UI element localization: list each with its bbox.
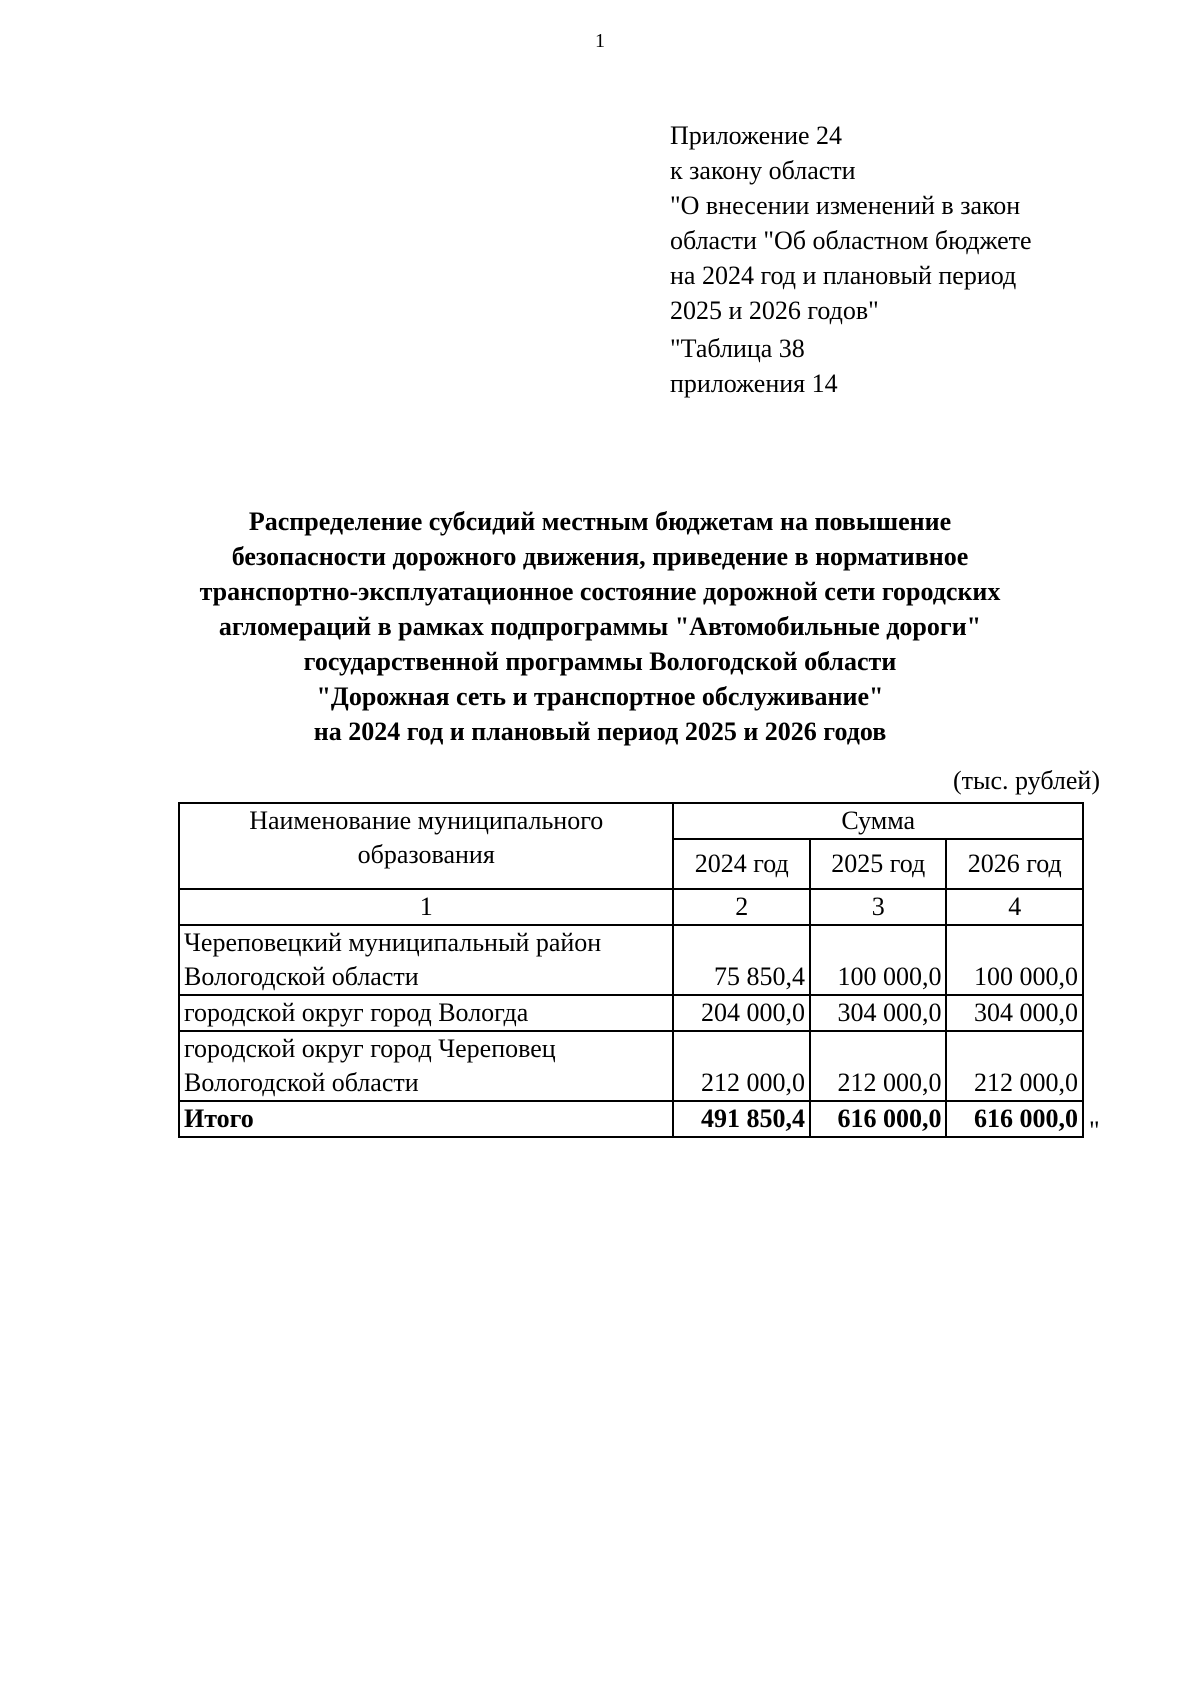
appendix-line: области "Об областном бюджете <box>670 226 1032 255</box>
amount-2024: 75 850,4 <box>673 925 810 995</box>
appendix-line: Приложение 24 <box>670 121 843 150</box>
name-line: Вологодской области <box>184 962 419 991</box>
title-line: "Дорожная сеть и транспортное обслуживание" <box>316 682 884 711</box>
amount-2026: 304 000,0 <box>946 995 1083 1031</box>
municipality-name <box>179 1031 673 1101</box>
amount-2025: 100 000,0 <box>810 925 947 995</box>
column-number: 1 <box>179 889 673 925</box>
table-reference-line: "Таблица 38 <box>670 334 805 363</box>
header-year-2025: 2025 год <box>810 839 947 889</box>
name-line: Вологодской области <box>184 1068 419 1097</box>
name-line: городской округ город Череповец <box>184 1034 556 1063</box>
units-label: (тыс. рублей) <box>952 766 1100 795</box>
total-label: Итого <box>179 1101 673 1137</box>
total-2025: 616 000,0 <box>810 1101 947 1137</box>
municipality-name <box>179 925 673 995</box>
title-line: на 2024 год и плановый период 2025 и 2026 годов <box>313 717 887 746</box>
document-title <box>150 504 1050 749</box>
appendix-line: "О внесении изменений в закон <box>670 191 1021 220</box>
name-line: городской округ город Вологда <box>184 998 529 1027</box>
title-line: транспортно-эксплуатационное состояние дорожной сети городских <box>199 577 1001 606</box>
amount-2024: 204 000,0 <box>673 995 810 1031</box>
name-line: Череповецкий муниципальный район <box>184 928 602 957</box>
table-row <box>179 925 1083 995</box>
table-reference <box>670 331 1032 401</box>
amount-2025: 212 000,0 <box>810 1031 947 1101</box>
appendix-line: к закону области <box>670 156 856 185</box>
column-number: 3 <box>810 889 947 925</box>
total-row <box>179 1101 1083 1137</box>
appendix-line: на 2024 год и плановый период <box>670 261 1017 290</box>
amount-2025: 304 000,0 <box>810 995 947 1031</box>
amount-2026: 100 000,0 <box>946 925 1083 995</box>
closing-quote: " <box>1089 1116 1100 1145</box>
amount-2026: 212 000,0 <box>946 1031 1083 1101</box>
appendix-line: 2025 и 2026 годов" <box>670 296 879 325</box>
header-sum: Сумма <box>673 803 1083 839</box>
subsidy-table <box>178 802 1084 1138</box>
header-row <box>179 803 1083 839</box>
column-number: 2 <box>673 889 810 925</box>
table-row <box>179 995 1083 1031</box>
title-line: Распределение субсидий местным бюджетам на повышение <box>248 507 952 536</box>
table-row <box>179 1031 1083 1101</box>
header-year-2026: 2026 год <box>946 839 1083 889</box>
title-line: безопасности дорожного движения, приведение в нормативное <box>231 542 969 571</box>
municipality-name <box>179 995 673 1031</box>
header-year-2024: 2024 год <box>673 839 810 889</box>
total-2026: 616 000,0 <box>946 1101 1083 1137</box>
title-line: агломераций в рамках подпрограммы "Автомобильные дороги" <box>218 612 982 641</box>
amount-2024: 212 000,0 <box>673 1031 810 1101</box>
column-number-row <box>179 889 1083 925</box>
title-line: государственной программы Вологодской области <box>303 647 897 676</box>
total-2024: 491 850,4 <box>673 1101 810 1137</box>
appendix-block <box>670 118 1032 401</box>
header-municipality: Наименование муниципального образования <box>179 803 673 889</box>
table-reference-line: приложения 14 <box>670 369 838 398</box>
column-number: 4 <box>946 889 1083 925</box>
page-number: 1 <box>595 30 605 52</box>
